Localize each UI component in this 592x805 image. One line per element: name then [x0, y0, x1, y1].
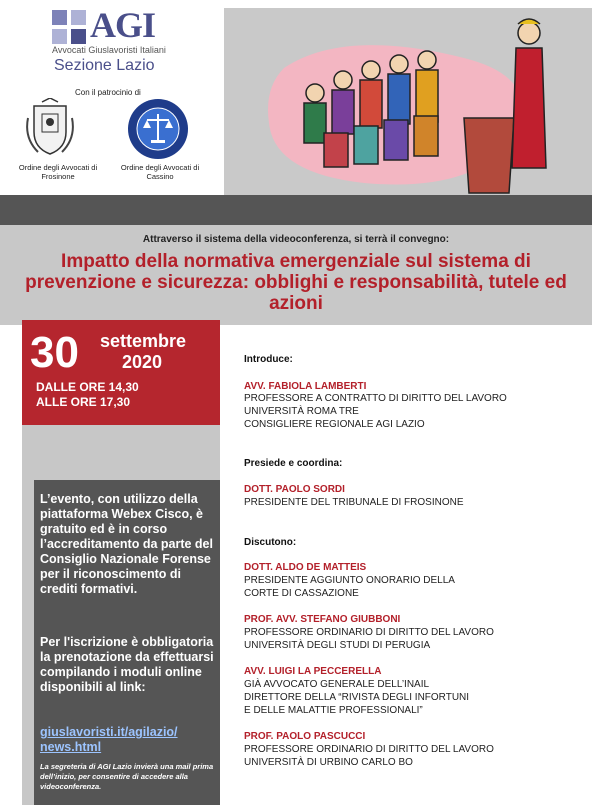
speaker-name: PROF. PAOLO PASCUCCI [244, 731, 366, 742]
date-day: 30 [30, 328, 79, 377]
event-title: Impatto della normativa emergenziale sul sistema di prevenzione e sicurezza: obblighi e responsabilità, tutele ed azioni [25, 251, 567, 314]
agi-section: Sezione Lazio [54, 57, 155, 74]
patronage-label: Con il patrocinio di [75, 88, 141, 97]
speaker-role: PRESIDENTE AGGIUNTO ONORARIO DELLA [244, 575, 455, 586]
agi-logo-mark [52, 10, 86, 44]
info-note: La segreteria di AGI Lazio invierà una mail prima dell’inizio, per consentire di accedere alla videoconferenza. [40, 762, 214, 791]
info-paragraph-registration: Per l'iscrizione è obbligatoria la prenotazione da effettuarsi compilando i moduli online disponibili al link: [40, 635, 214, 694]
introduce-label: Introduce: [244, 354, 293, 365]
cassino-seal-icon [127, 98, 189, 160]
speaker-role: GIÀ AVVOCATO GENERALE DELL’INAIL [244, 679, 430, 690]
registration-link[interactable]: giuslavoristi.it/agilazio/ news.html [40, 725, 178, 754]
info-paragraph-accreditation: L’evento, con utilizzo della piattaforma Webex Cisco, è gratuito ed è in corso l’accreditamento da parte del Consiglio Nazionale Forense per il riconoscimento di crediti formativi. [40, 492, 213, 596]
intro-text: Attraverso il sistema della videoconferenza, si terrà il convegno: [142, 234, 450, 245]
time-to: ALLE ORE 17,30 [36, 395, 131, 409]
presiede-label: Presiede e coordina: [244, 458, 343, 469]
speaker-name: AVV. LUIGI LA PECCERELLA [244, 666, 382, 677]
speaker-role: E DELLE MALATTIE PROFESSIONALI” [244, 705, 423, 716]
introduce-speaker-role-2: UNIVERSITÀ ROMA TRE [244, 406, 359, 417]
introduce-speaker-role-3: CONSIGLIERE REGIONALE AGI LAZIO [244, 419, 425, 430]
speaker-name: PROF. AVV. STEFANO GIUBBONI [244, 614, 401, 625]
conference-illustration [224, 8, 592, 195]
time-from: DALLE ORE 14,30 [36, 380, 139, 394]
dark-band [0, 195, 592, 225]
cassino-caption: Ordine degli Avvocati di Cassino [120, 163, 200, 181]
frosinone-seal-icon [24, 98, 76, 158]
date-year: 2020 [122, 352, 163, 372]
speaker-role: UNIVERSITÀ DI URBINO CARLO BO [244, 757, 413, 768]
speaker-role: CORTE DI CASSAZIONE [244, 588, 359, 599]
introduce-speaker-role-1: PROFESSORE A CONTRATTO DI DIRITTO DEL LAVORO [244, 393, 507, 404]
speaker-role: PROFESSORE ORDINARIO DI DIRITTO DEL LAVORO [244, 627, 494, 638]
introduce-speaker-name: AVV. FABIOLA LAMBERTI [244, 381, 367, 392]
agi-logo-text: AGI [90, 5, 156, 45]
discutono-label: Discutono: [244, 537, 297, 548]
speaker-name: DOTT. ALDO DE MATTEIS [244, 562, 367, 573]
presiede-speaker-role-1: PRESIDENTE DEL TRIBUNALE DI FROSINONE [244, 497, 464, 508]
frosinone-caption: Ordine degli Avvocati di Frosinone [18, 163, 98, 181]
speaker-role: PROFESSORE ORDINARIO DI DIRITTO DEL LAVORO [244, 744, 494, 755]
presiede-speaker-name: DOTT. PAOLO SORDI [244, 484, 345, 495]
speaker-role: UNIVERSITÀ DEGLI STUDI DI PERUGIA [244, 640, 431, 651]
date-month: settembre [100, 331, 187, 351]
agi-subtitle: Avvocati Giuslavoristi Italiani [52, 45, 166, 55]
speaker-role: DIRETTORE DELLA “RIVISTA DEGLI INFORTUNI [244, 692, 470, 703]
